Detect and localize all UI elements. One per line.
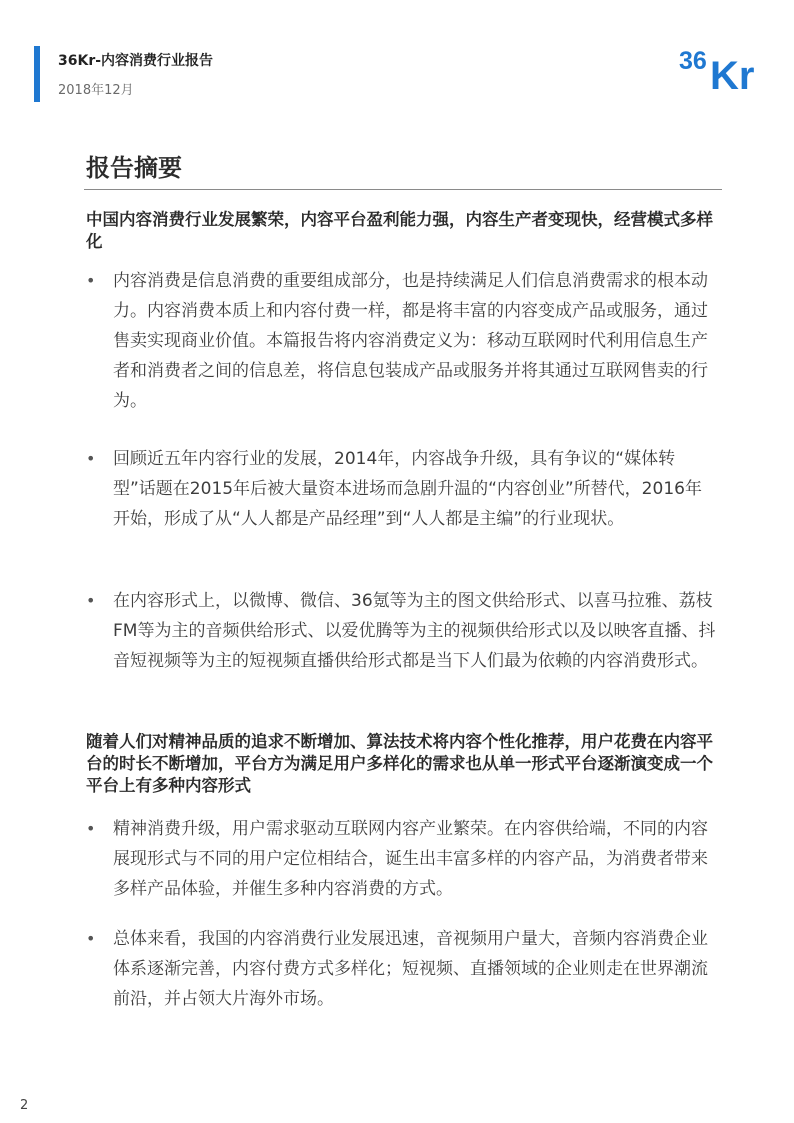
page-number: 2	[20, 1098, 29, 1113]
36kr-logo	[679, 42, 769, 94]
section-heading: 中国内容消费行业发展繁荣，内容平台盈利能力强，内容生产者变现快，经营模式多样化	[86, 210, 713, 251]
page-title: 报告摘要	[86, 154, 182, 182]
header-accent-bar	[34, 46, 40, 102]
title-divider	[84, 189, 722, 190]
bullet-text: 在内容形式上，以微博、微信、36氪等为主的图文供给形式、以喜马拉雅、荔枝FM等为主的音频供给形式、以爱优腾等为主的视频供给形式以及以映客直播、抖音短视频等为主的短视频直播供给形式都是当下人们最为依赖的内容消费形式。	[113, 591, 716, 671]
section-heading: 随着人们对精神品质的追求不断增加、算法技术将内容个性化推荐，用户花费在内容平台的时长不断增加，平台方为满足用户多样化的需求也从单一形式平台逐渐演变成一个平台上有多种内容形式	[86, 732, 713, 795]
svg-text:Kr: Kr	[710, 54, 755, 94]
bullet-icon: •	[86, 449, 96, 468]
svg-text:36: 36	[679, 47, 707, 75]
report-title: 36Kr-内容消费行业报告	[58, 53, 214, 69]
bullet-icon: •	[86, 819, 96, 838]
report-date: 2018年12月	[58, 83, 134, 98]
bullet-text: 总体来看，我国的内容消费行业发展迅速，音视频用户量大，音频内容消费企业体系逐渐完善，内容付费方式多样化；短视频、直播领域的企业则走在世界潮流前沿，并占领大片海外市场。	[113, 929, 708, 1009]
bullet-icon: •	[86, 591, 96, 610]
bullet-text: 内容消费是信息消费的重要组成部分，也是持续满足人们信息消费需求的根本动力。内容消费本质上和内容付费一样，都是将丰富的内容变成产品或服务，通过售卖实现商业价值。本篇报告将内容消费定义为：移动互联网时代利用信息生产者和消费者之间的信息差，将信息包装成产品或服务并将其通过互联网售卖的行为。	[113, 271, 708, 411]
bullet-text: 精神消费升级，用户需求驱动互联网内容产业繁荣。在内容供给端，不同的内容展现形式与不同的用户定位相结合，诞生出丰富多样的内容产品，为消费者带来多样产品体验，并催生多种内容消费的方式。	[113, 819, 708, 899]
bullet-icon: •	[86, 929, 96, 948]
bullet-icon: •	[86, 271, 96, 290]
bullet-text: 回顾近五年内容行业的发展，2014年，内容战争升级，具有争议的“媒体转型”话题在2015年后被大量资本进场而急剧升温的“内容创业”所替代，2016年开始，形成了从“人人都是产品经理”到“人人都是主编”的行业现状。	[113, 449, 702, 529]
